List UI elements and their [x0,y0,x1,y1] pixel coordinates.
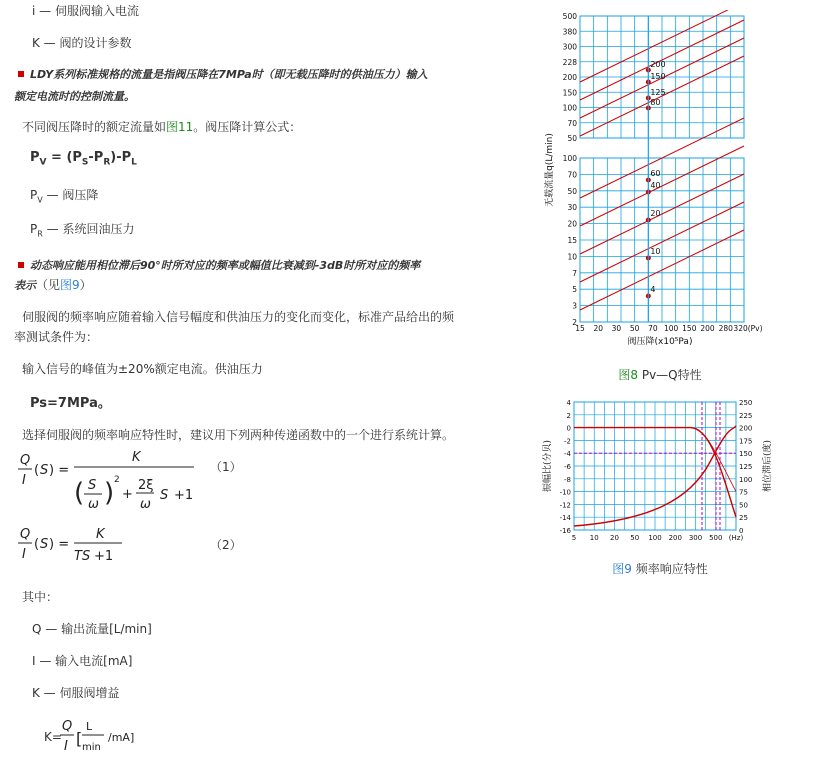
x-tick-label: 280 [718,324,733,333]
formula-pv: $P_V = (P_S-P_R)-P_L$ [30,150,137,168]
left-tick-label: 4 [566,399,571,407]
q-definition: Q — 输出流量[L/min] [32,622,152,636]
right-axis-label: 相位滞后(度) [763,439,773,493]
svg-text:L: L [86,720,93,733]
para1 [22,118,301,135]
bullet1-line2: 额定电流时的控制流量。 [14,90,135,103]
point-label: 125 [650,88,666,97]
y-axis-label: 无载流量q(L/min) [545,133,555,207]
figure9-link[interactable]: 图9 [60,278,80,292]
y-tick-label: 100 [562,103,577,113]
svg-text:I: I [22,473,26,488]
svg-text:Q: Q [20,453,31,468]
x-tick-label: 70 [648,324,658,333]
left-tick-label: -6 [564,463,571,471]
figure9-caption [560,560,760,577]
i-definition: i — 伺服阀输入电流 [32,4,139,18]
figure9-chart [540,396,780,546]
y-tick-label: 7 [572,268,577,278]
y-tick-label: 30 [567,203,577,213]
svg-text:I: I [22,547,26,562]
y-tick-label: 50 [567,134,577,143]
svg-text:K: K [132,450,141,465]
y-tick-label: 380 [562,27,577,37]
svg-text:/mA]: /mA] [108,731,135,744]
y-tick-label: 10 [567,252,577,262]
para1-text: 不同阀压降时的额定流量如 [22,120,167,134]
equation-1-number: （1） [210,460,242,474]
para2-line2: 率测试条件为： [14,330,99,344]
para2-line1: 伺服阀的频率响应随着输入信号幅度和供油压力的变化而变化，标准产品给出的频 [22,310,455,324]
svg-text:2ξ: 2ξ [138,478,154,493]
x-tick-label: 20 [593,324,603,333]
y-tick-label: 70 [567,170,577,180]
svg-text:2: 2 [114,475,120,485]
svg-text:) =: ) = [49,463,70,478]
right-tick-label: 200 [739,424,753,433]
left-tick-label: 0 [566,424,571,433]
svg-text:ω: ω [88,497,99,512]
svg-text:[: [ [76,729,83,748]
para1-text-end: 。阀压降计算公式： [193,120,302,134]
left-tick-label: -10 [559,488,571,497]
figure8-caption [560,366,760,383]
svg-text:S: S [160,488,169,503]
x-tick-label: 50 [629,324,640,333]
point-label: 80 [650,98,661,107]
point-label: 40 [650,181,661,190]
svg-text:+1: +1 [174,488,194,503]
bullet1-line1: LDY系列标准规格的流量是指阀压降在7MPa时（即无载压降时的供油压力）输入 [30,68,428,81]
y-tick-label: 50 [567,186,577,196]
y-tick-label: 200 [562,73,577,82]
right-tick-label: 175 [739,437,753,446]
right-tick-label: 100 [739,475,753,484]
svg-text:TS: TS [74,549,91,564]
svg-text:ω: ω [140,497,151,512]
right-tick-label: 250 [739,399,753,407]
k-definition-2: K — 伺服阀增益 [32,686,120,700]
y-tick-label: 20 [567,219,577,229]
x-tick-label: (Hz) [728,534,744,542]
svg-text:(: ( [34,537,40,552]
bullet-marker [18,71,24,77]
svg-text:S: S [40,537,49,552]
right-tick-label: 25 [739,514,748,523]
x-tick-label: 500 [709,534,723,542]
x-tick-label: 200 [668,534,682,542]
para3: 输入信号的峰值为±20%额定电流。供油压力 [22,362,263,376]
point-label: 20 [650,209,661,218]
svg-text:Q: Q [62,719,73,734]
right-tick-label: 75 [739,488,748,497]
x-tick-label: 20 [610,534,619,542]
where-label: 其中： [22,590,59,604]
left-axis-label: 振幅比(分贝) [543,439,553,493]
x-axis-label: 阀压降(x10⁵Pa) [627,337,693,347]
right-tick-label: 125 [739,463,753,471]
svg-text:S: S [40,463,49,478]
x-tick-label: 15 [575,324,585,333]
bullet2-line1: 动态响应能用相位滞后90°时所对应的频率或幅值比衰减到-3dB时所对应的频率 [30,259,421,272]
left-tick-label: -16 [559,527,571,535]
y-tick-label: 100 [562,154,577,163]
point-label: 200 [650,60,666,69]
svg-text:S: S [88,478,97,493]
i-definition-2: I — 输入电流[mA] [32,654,133,668]
right-tick-label: 225 [739,411,753,420]
x-tick-label: 150 [682,324,697,333]
figure9-caption-text: 频率响应特性 [631,562,708,576]
para4: 选择伺服阀的频率响应特性时，建议用下列两种传递函数中的一个进行系统计算。 [22,428,455,442]
pr-definition: $P_R$ — 系统回油压力 [30,222,135,239]
bullet2-em: 表示 [14,279,36,292]
y-tick-label: 70 [567,118,577,128]
figure8-caption-text: Pv—Q特性 [638,368,702,382]
y-tick-label: 3 [572,301,577,311]
equation-2 [14,524,214,568]
pv-definition: $P_V$ — 阀压降 [30,188,99,205]
k-equation [44,716,154,758]
x-tick-label: 10 [589,534,599,542]
svg-text:) =: ) = [49,537,70,552]
y-tick-label: 150 [562,88,577,98]
x-tick-label: 5 [571,534,577,542]
right-tick-label: 150 [739,450,753,459]
svg-text:K: K [96,527,105,542]
y-tick-label: 5 [572,285,577,295]
x-tick-label: 100 [663,324,679,333]
bullet2-post: ） [79,278,92,292]
point-label: 10 [650,247,661,256]
point-label: 4 [650,285,656,294]
y-tick-label: 15 [567,236,577,245]
point-label: 150 [650,72,666,81]
left-tick-label: 2 [566,411,571,420]
figure8-caption-num: 图8 [618,368,639,382]
x-tick-label: 50 [630,534,640,542]
svg-text:+: + [122,487,133,502]
left-tick-label: -2 [564,437,571,446]
figure8-chart [540,10,780,350]
left-tick-label: -14 [559,514,571,523]
bullet2-line2 [14,276,92,293]
ps-value: Ps=7MPa。 [30,396,111,411]
left-tick-label: -8 [564,475,571,484]
x-tick-label: 100 [648,534,662,542]
bullet2-pre: （见 [36,278,61,292]
right-tick-label: 0 [739,527,744,535]
x-tick-label: 30 [611,324,622,333]
svg-text:I: I [64,739,68,754]
k-definition: K — 阀的设计参数 [32,36,132,50]
x-tick-label: 300 [688,534,703,542]
y-tick-label: 500 [562,12,577,21]
left-tick-label: -4 [564,450,571,459]
svg-text:Q: Q [20,527,31,542]
x-tick-label: 320(Pv) [733,324,763,333]
y-tick-label: 2 [572,318,577,327]
equation-2-number: （2） [210,538,242,552]
k-equation-label: K= [44,730,62,744]
y-tick-label: 300 [562,42,577,52]
svg-text:+1: +1 [94,549,114,564]
svg-text:min: min [82,742,101,753]
x-tick-label: 200 [700,324,715,333]
svg-text:(: ( [34,463,40,478]
y-tick-label: 228 [562,57,577,67]
figure9-caption-num: 图9 [612,562,632,576]
svg-text:(: ( [74,478,85,508]
equation-1 [14,446,214,516]
svg-text:): ) [104,478,115,508]
left-tick-label: -12 [559,501,571,510]
right-tick-label: 50 [739,501,748,510]
bullet-marker [18,262,24,268]
point-label: 60 [650,169,661,178]
figure11-link[interactable]: 图11 [166,120,194,134]
